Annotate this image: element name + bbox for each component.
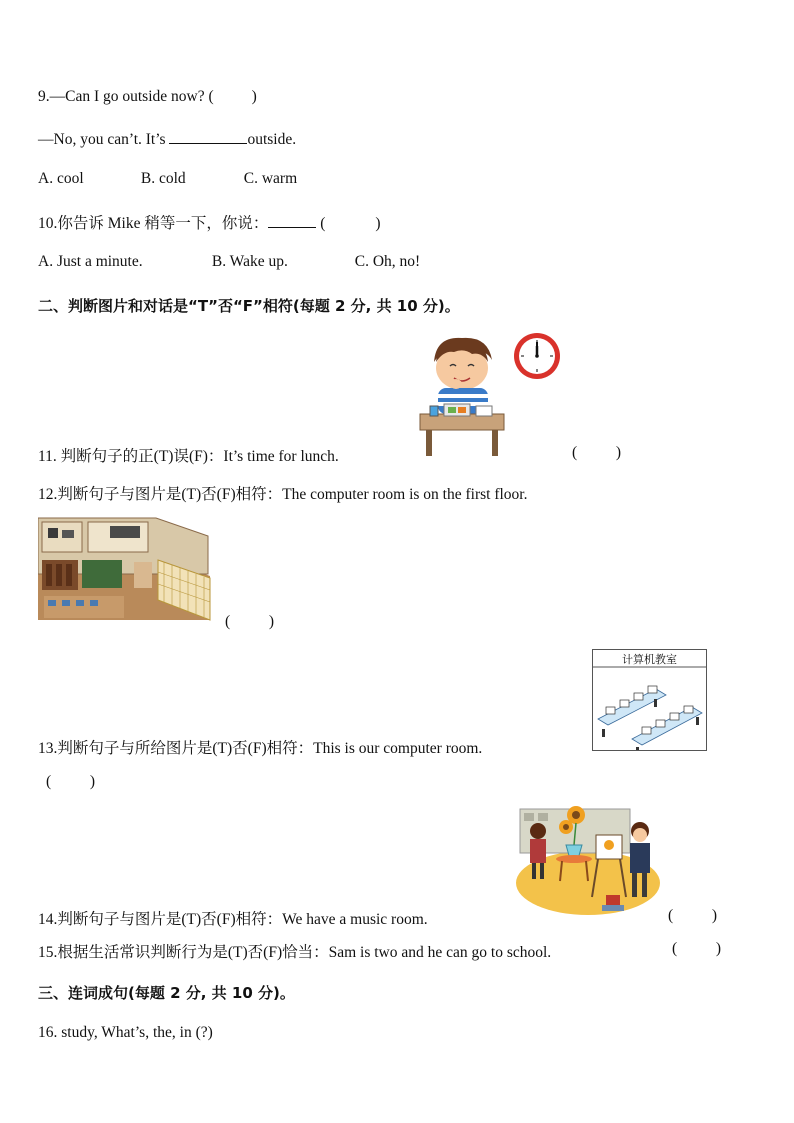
q9-option-b[interactable]: B. cold (140, 170, 186, 187)
q16-text: 16. study, What’s, the, in (?) (38, 1024, 213, 1041)
computer-room-sign-label: 计算机教室 (622, 653, 677, 666)
section-2-title: 二、判断图片和对话是“T”否“F”相符(每题 2 分, 共 10 分)。 (38, 297, 460, 315)
q13-answer-paren[interactable]: ( ) (46, 773, 96, 790)
computer-room-icon (592, 649, 707, 751)
q11-answer-paren[interactable]: ( ) (572, 444, 622, 461)
q10-answer-blank[interactable] (268, 213, 316, 228)
q12-text: 12.判断句子与图片是(T)否(F)相符：The computer room is on the first floor. (38, 486, 528, 503)
q15-answer-paren[interactable]: ( ) (672, 940, 722, 957)
q9-answer-blank[interactable] (169, 129, 247, 144)
art-class-icon (514, 801, 662, 919)
q9-stem-close: ) (251, 88, 257, 105)
q10-options (38, 253, 420, 271)
school-building-icon (38, 516, 211, 621)
q9-option-a[interactable]: A. cool (38, 170, 84, 187)
section-3-title: 三、连词成句(每题 2 分, 共 10 分)。 (38, 984, 295, 1002)
q9-option-c[interactable]: C. warm (243, 170, 298, 187)
q14-text: 14.判断句子与图片是(T)否(F)相符：We have a music room. (38, 911, 428, 928)
boy-eating-icon (416, 332, 508, 460)
q9-reply-pre: —No, you can’t. It’s (38, 131, 166, 148)
q12-answer-paren[interactable]: ( ) (225, 613, 275, 630)
q10-stem: 10.你告诉 Mike 稍等一下，你说： (38, 215, 269, 232)
q15-text: 15.根据生活常识判断行为是(T)否(F)恰当：Sam is two and he can go to school. (38, 944, 552, 961)
q9-options (38, 170, 297, 188)
q10-option-b[interactable]: B. Wake up. (211, 253, 288, 270)
q10-paren-open: ( (320, 215, 326, 232)
q11-text: 11. 判断句子的正(T)误(F)：It’s time for lunch. (38, 448, 339, 465)
q9-stem-line (38, 88, 257, 106)
q9-stem: 9.—Can I go outside now? ( (38, 88, 214, 105)
q13-text: 13.判断句子与所给图片是(T)否(F)相符：This is our computer room. (38, 740, 483, 757)
q10-option-a[interactable]: A. Just a minute. (38, 253, 143, 270)
clock-icon (512, 331, 562, 381)
q9-reply-line (38, 129, 296, 149)
q10-option-c[interactable]: C. Oh, no! (354, 253, 421, 270)
q14-answer-paren[interactable]: ( ) (668, 907, 718, 924)
q10-paren-close: ) (375, 215, 381, 232)
q10-stem-line (38, 211, 381, 233)
q9-reply-post: outside. (247, 131, 297, 148)
